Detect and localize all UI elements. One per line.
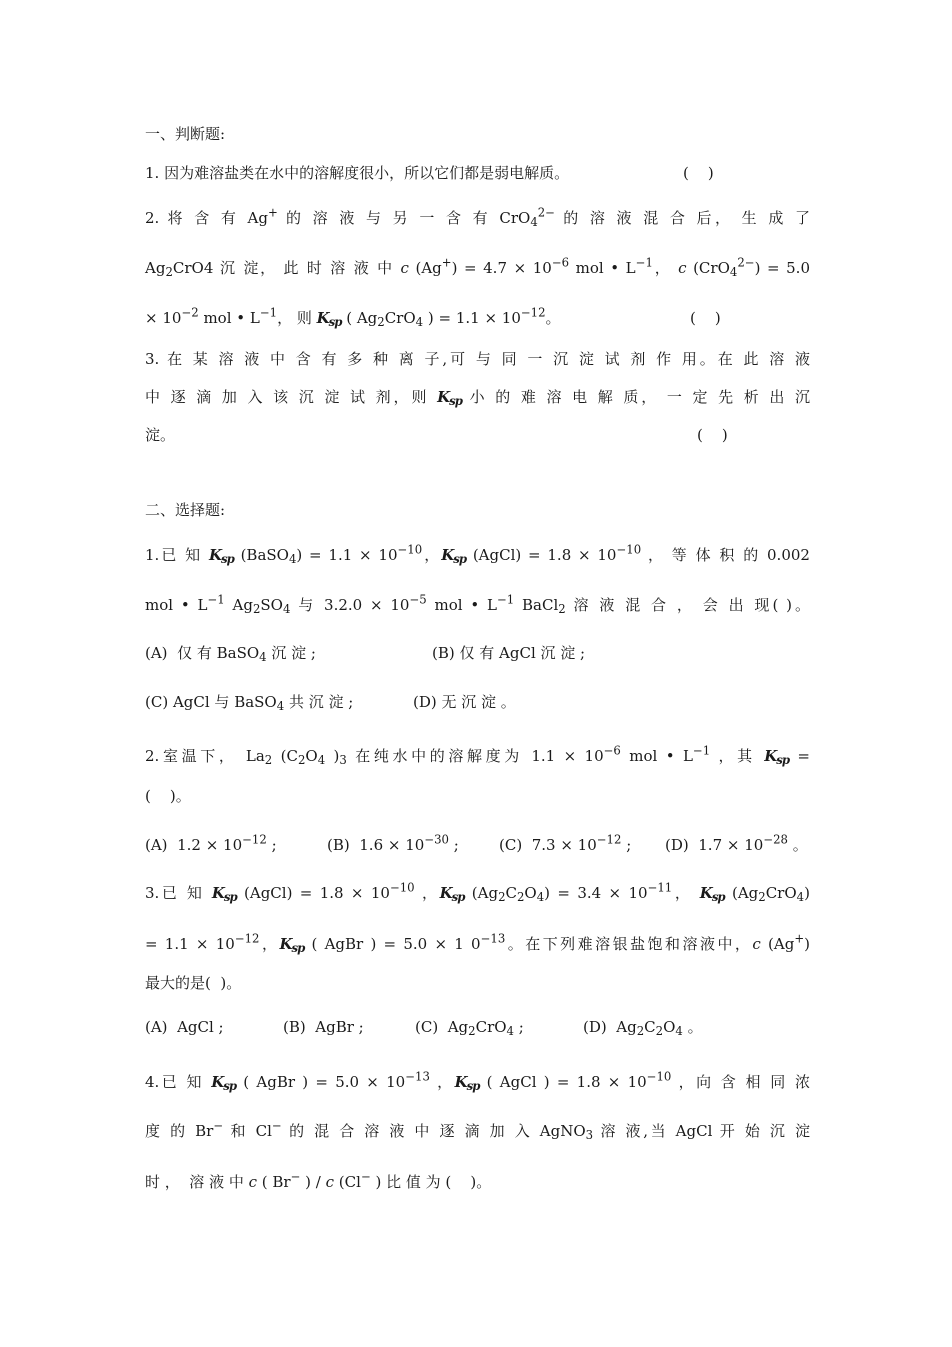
judgement-question-2-line-1: 2. 将 含 有 Ag+ 的 溶 液 与 另 一 含 有 CrO$_4^{2-}$ 的 溶 液 混 合 后， 生 成 了 bbox=[145, 205, 811, 229]
choice-1-option-c: (C) AgCl 与 BaSO$_4$ 共 沉 淀 ; bbox=[145, 693, 354, 713]
judgement-question-2-line-3: × $10^{-2}$ mol • $L^{-1}$， 则 $K_{sp}$ ( $Ag_2CrO_4$ ) = $1.1 \times 10^{-12}$。 bbox=[145, 305, 561, 329]
choice-3-option-b: (B) AgBr ; bbox=[283, 1018, 364, 1036]
choice-question-1-line-1: 1.已 知 $K_{sp}$ (BaSO$_4$) = $1.1 \times 10^{-10}$，$K_{sp}$ (AgCl) = $1.8 \times 10^{-10}$ ， 等 体 积 的 0.002 bbox=[145, 542, 810, 566]
ksp-symbol: $K_{sp}$ bbox=[279, 935, 305, 955]
choice-2-option-b: (B) $1.6 \times 10^{-30}$ ; bbox=[327, 832, 459, 854]
ksp-symbol: $K_{sp}$ bbox=[208, 546, 234, 566]
ksp-symbol: $K_{sp}$ bbox=[454, 1073, 480, 1093]
ksp-symbol: $K_{sp}$ bbox=[211, 1073, 237, 1093]
choice-2-option-d: (D) $1.7 \times 10^{-28}$ 。 bbox=[665, 832, 808, 854]
choice-question-2-line-1: 2.室温下， $La_2$ ($C_2O_4$ )$_3$ 在纯水中的溶解度为 $1.1 \times 10^{-6}$ mol • $L^{-1}$ ，其 $K_{sp}$ = bbox=[145, 743, 810, 767]
ksp-symbol: $K_{sp}$ bbox=[437, 388, 462, 408]
judgement-question-3-line-1: 3. 在 某 溶 液 中 含 有 多 种 离 子,可 与 同 一 沉 淀 试 剂 作 用。在 此 溶 液 bbox=[145, 350, 810, 368]
choice-question-2-line-2: ( )。 bbox=[145, 787, 191, 805]
ksp-symbol: $K_{sp}$ bbox=[316, 309, 342, 329]
answer-blank-j1: ( ) bbox=[683, 164, 714, 182]
ksp-symbol: $K_{sp}$ bbox=[439, 884, 465, 904]
judgement-question-3-line-3: 淀。 bbox=[145, 426, 176, 444]
section-heading-choice: 二、选择题: bbox=[145, 501, 226, 519]
choice-3-option-d: (D) $Ag_2C_2O_4$ 。 bbox=[583, 1018, 703, 1038]
ksp-symbol: $K_{sp}$ bbox=[441, 546, 467, 566]
judgement-question-2-line-2: $Ag_2CrO4$ 沉 淀， 此 时 溶 液 中 c $(Ag^+) = 4.7 \times 10^{-6}$ mol • $L^{-1}$， c (CrO$_4^{2-}$) = 5.0 bbox=[145, 255, 810, 279]
choice-question-3-line-3: 最大的是( )。 bbox=[145, 974, 242, 992]
choice-question-4-line-3: 时 ， 溶 液 中 c ( Br− ) / c (Cl− ) 比 值 为 ( )。 bbox=[145, 1169, 492, 1191]
choice-1-option-b: (B) 仅 有 AgCl 沉 淀 ; bbox=[432, 644, 586, 662]
section-heading-judgement: 一、判断题: bbox=[145, 125, 226, 143]
answer-blank-j2: ( ) bbox=[690, 309, 721, 327]
choice-question-4-line-1: 4.已 知 $K_{sp}$ ( AgBr ) = $5.0 \times 10^{-13}$ ，$K_{sp}$ ( AgCl ) = $1.8 \times 10^{-10}$ ，向 含 相 同 浓 bbox=[145, 1069, 810, 1093]
choice-question-3-line-1: 3.已 知 $K_{sp}$ (AgCl) = $1.8 \times 10^{-10}$ ，$K_{sp}$ $(Ag_2C_2O_4) = 3.4 \times 10^{-11}$， $K_{sp}$ $(Ag_2CrO_4)$ bbox=[145, 880, 810, 904]
choice-2-option-c: (C) $7.3 \times 10^{-12}$ ; bbox=[499, 832, 632, 854]
choice-question-4-line-2: 度 的 Br− 和 Cl− 的 混 合 溶 液 中 逐 滴 加 入 AgNO$_3$ 溶 液,当 AgCl 开 始 沉 淀 bbox=[145, 1118, 811, 1142]
choice-question-1-line-2: mol • $L^{-1}$ $Ag_2SO_4$ 与 $3.2.0 \times 10^{-5}$ mol • $L^{-1}$ BaCl$_2$ 溶 液 混 合 ， 会 出 现( )。 bbox=[145, 592, 810, 616]
choice-1-option-d: (D) 无 沉 淀 。 bbox=[413, 693, 516, 711]
ksp-symbol: $K_{sp}$ bbox=[764, 747, 790, 767]
judgement-question-3-line-2: 中 逐 滴 加 入 该 沉 淀 试 剂，则 $K_{sp}$ 小 的 难 溶 电 解 质， 一 定 先 析 出 沉 bbox=[145, 388, 810, 408]
answer-blank-j3: ( ) bbox=[697, 426, 728, 444]
judgement-question-1: 1. 因为难溶盐类在水中的溶解度很小，所以它们都是弱电解质。 bbox=[145, 164, 570, 182]
choice-2-option-a: (A) $1.2 \times 10^{-12}$ ; bbox=[145, 832, 277, 854]
ksp-symbol: $K_{sp}$ bbox=[211, 884, 237, 904]
choice-1-option-a: (A) 仅 有 BaSO$_4$ 沉 淀 ; bbox=[145, 644, 316, 664]
choice-3-option-a: (A) AgCl ; bbox=[145, 1018, 224, 1036]
choice-3-option-c: (C) $Ag_2CrO_4$ ; bbox=[415, 1018, 524, 1038]
ksp-symbol: $K_{sp}$ bbox=[699, 884, 725, 904]
choice-question-3-line-2: = $1.1 \times 10^{-12}$，$K_{sp}$ ( AgBr ) = 5.0 × 1 $0^{-13}$。在下列难溶银盐饱和溶液中，c (Ag+) bbox=[145, 931, 810, 955]
